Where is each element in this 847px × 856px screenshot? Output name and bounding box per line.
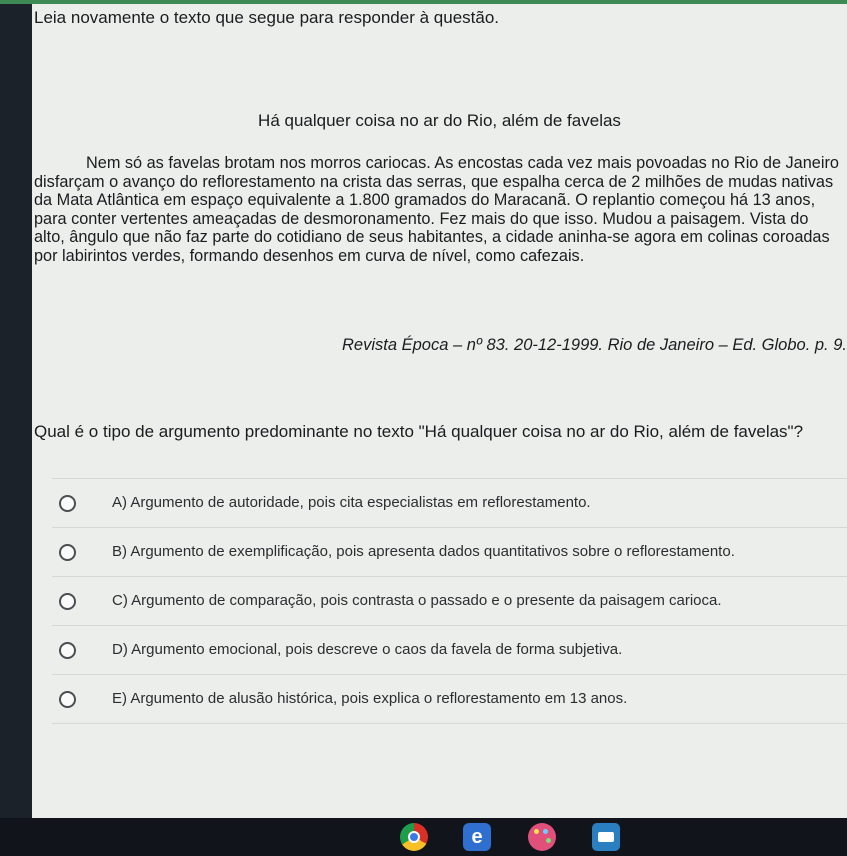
- radio-button-icon[interactable]: [59, 642, 76, 659]
- radio-button-icon[interactable]: [59, 495, 76, 512]
- answer-options: [52, 478, 847, 724]
- option-d[interactable]: [52, 625, 847, 674]
- text-body: Nem só as favelas brotam nos morros cariocas. As encostas cada vez mais povoadas no Rio de Janeiro disfarçam o avanço do reflorestamento na crista das serras, que espalha cerca de 2 milhões de mudas nativas da Mata Atlântica em espaço equivalente a 1.800 gramados do Maracanã. O replantio começou há 13 anos, para conter vertentes ameaçadas de desmoronamento. Fez mais do que isso. Mudou a paisagem. Vista do alto, ângulo que não faz parte do cotidiano de seus habitantes, a cidade aninha-se agora em colinas coroadas por labirintos verdes, formando desenhos em curva de nível, como cafezais.: [34, 154, 839, 265]
- option-label: B) Argumento de exemplificação, pois apresenta dados quantitativos sobre o reflorestamento.: [112, 543, 735, 560]
- chrome-icon[interactable]: [400, 823, 428, 851]
- instruction-text: Leia novamente o texto que segue para responder à questão.: [34, 8, 500, 27]
- option-label: E) Argumento de alusão histórica, pois explica o reflorestamento em 13 anos.: [112, 690, 628, 707]
- question-page: [32, 4, 847, 818]
- option-label: C) Argumento de comparação, pois contrasta o passado e o presente da paisagem carioca.: [112, 592, 722, 609]
- radio-button-icon[interactable]: [59, 593, 76, 610]
- radio-button-icon[interactable]: [59, 544, 76, 561]
- option-b[interactable]: [52, 527, 847, 576]
- classroom-icon[interactable]: e: [463, 823, 491, 851]
- radio-button-icon[interactable]: [59, 691, 76, 708]
- option-a[interactable]: [52, 478, 847, 527]
- option-e[interactable]: [52, 674, 847, 724]
- taskbar: [0, 818, 847, 856]
- slides-icon[interactable]: [592, 823, 620, 851]
- question-text: Qual é o tipo de argumento predominante no texto "Há qualquer coisa no ar do Rio, além de favelas"?: [34, 422, 804, 441]
- option-label: D) Argumento emocional, pois descreve o caos da favela de forma subjetiva.: [112, 641, 623, 658]
- option-c[interactable]: [52, 576, 847, 625]
- text-title: Há qualquer coisa no ar do Rio, além de favelas: [258, 111, 621, 130]
- paint-icon[interactable]: [528, 823, 556, 851]
- text-citation: Revista Época – nº 83. 20-12-1999. Rio de Janeiro – Ed. Globo. p. 9.: [341, 336, 847, 354]
- option-label: A) Argumento de autoridade, pois cita especialistas em reflorestamento.: [112, 494, 591, 511]
